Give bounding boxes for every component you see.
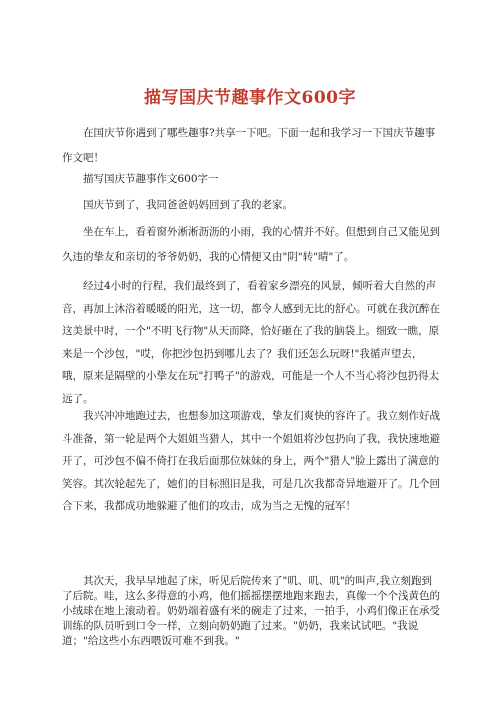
paragraph-3: 经过4小时的行程，我们最终到了，看着家乡漂亮的风景，倾听着大自然的声音，再加上沐浴着暖暖的阳光，这一切，都令人感到无比的舒心。可就在我沉醉在这美景中时，一个"不明飞行物"从天而降，恰好砸在了我的脑袋上。细致一瞧，原来是一个沙包，"哎，你把沙包扔到哪儿去了？我们还怎么玩呀!"我循声望去，哦，原来是隔壁的小挚友在玩"打鸭子"的游戏，可能是一个人不当心将沙包扔得太远了。 xyxy=(62,280,440,405)
paragraph-2: 坐在车上，看着窗外淅淅沥沥的小雨，我的心情并不好。但想到自己又能见到久违的挚友和亲切的爷爷奶奶，我的心情便又由"阴"转"晴"了。 xyxy=(62,226,440,263)
subheading: 描写国庆节趣事作文600字一 xyxy=(83,173,219,185)
paragraph-1: 国庆节到了，我同爸爸妈妈回到了我的老家。 xyxy=(83,199,293,211)
paragraph-5: 其次天，我早早地起了床，听见后院传来了"叽、叽、叽"的叫声,我立刻跑到了后院。哇，这么多得意的小鸡，他们摇摇摆摆地跑来跑去，真像一个个浅黄色的小绒球在地上滚动着。奶奶端着盛有米的碗走了过来，一拍手，小鸡们像正在承受训练的队员听到口令一样，立刻向奶奶跑了过来。"奶奶，我来试试吧。"我说道；"给这些小东西喂饭可难不到我。" xyxy=(62,575,440,647)
document-title: 描写国庆节趣事作文600字 xyxy=(144,88,356,109)
paragraph-4: 我兴冲冲地跑过去，也想参加这项游戏，挚友们爽快的容许了。我立刻作好战斗准备，第一轮是两个大姐姐当猎人，其中一个姐姐将沙包扔向了我，我快速地避开了，可沙包不偏不倚打在我后面那位妹妹的身上，两个"猎人"脸上露出了满意的笑容。其次轮起先了，她们的目标照旧是我，可是几次我都奇异地避开了。几个回合下来，我都成功地躲避了他们的攻击，成为当之无愧的冠军！ xyxy=(62,410,440,512)
intro-paragraph: 在国庆节你遇到了哪些趣事?共享一下吧。下面一起和我学习一下国庆节趣事作文吧！ xyxy=(62,127,436,164)
